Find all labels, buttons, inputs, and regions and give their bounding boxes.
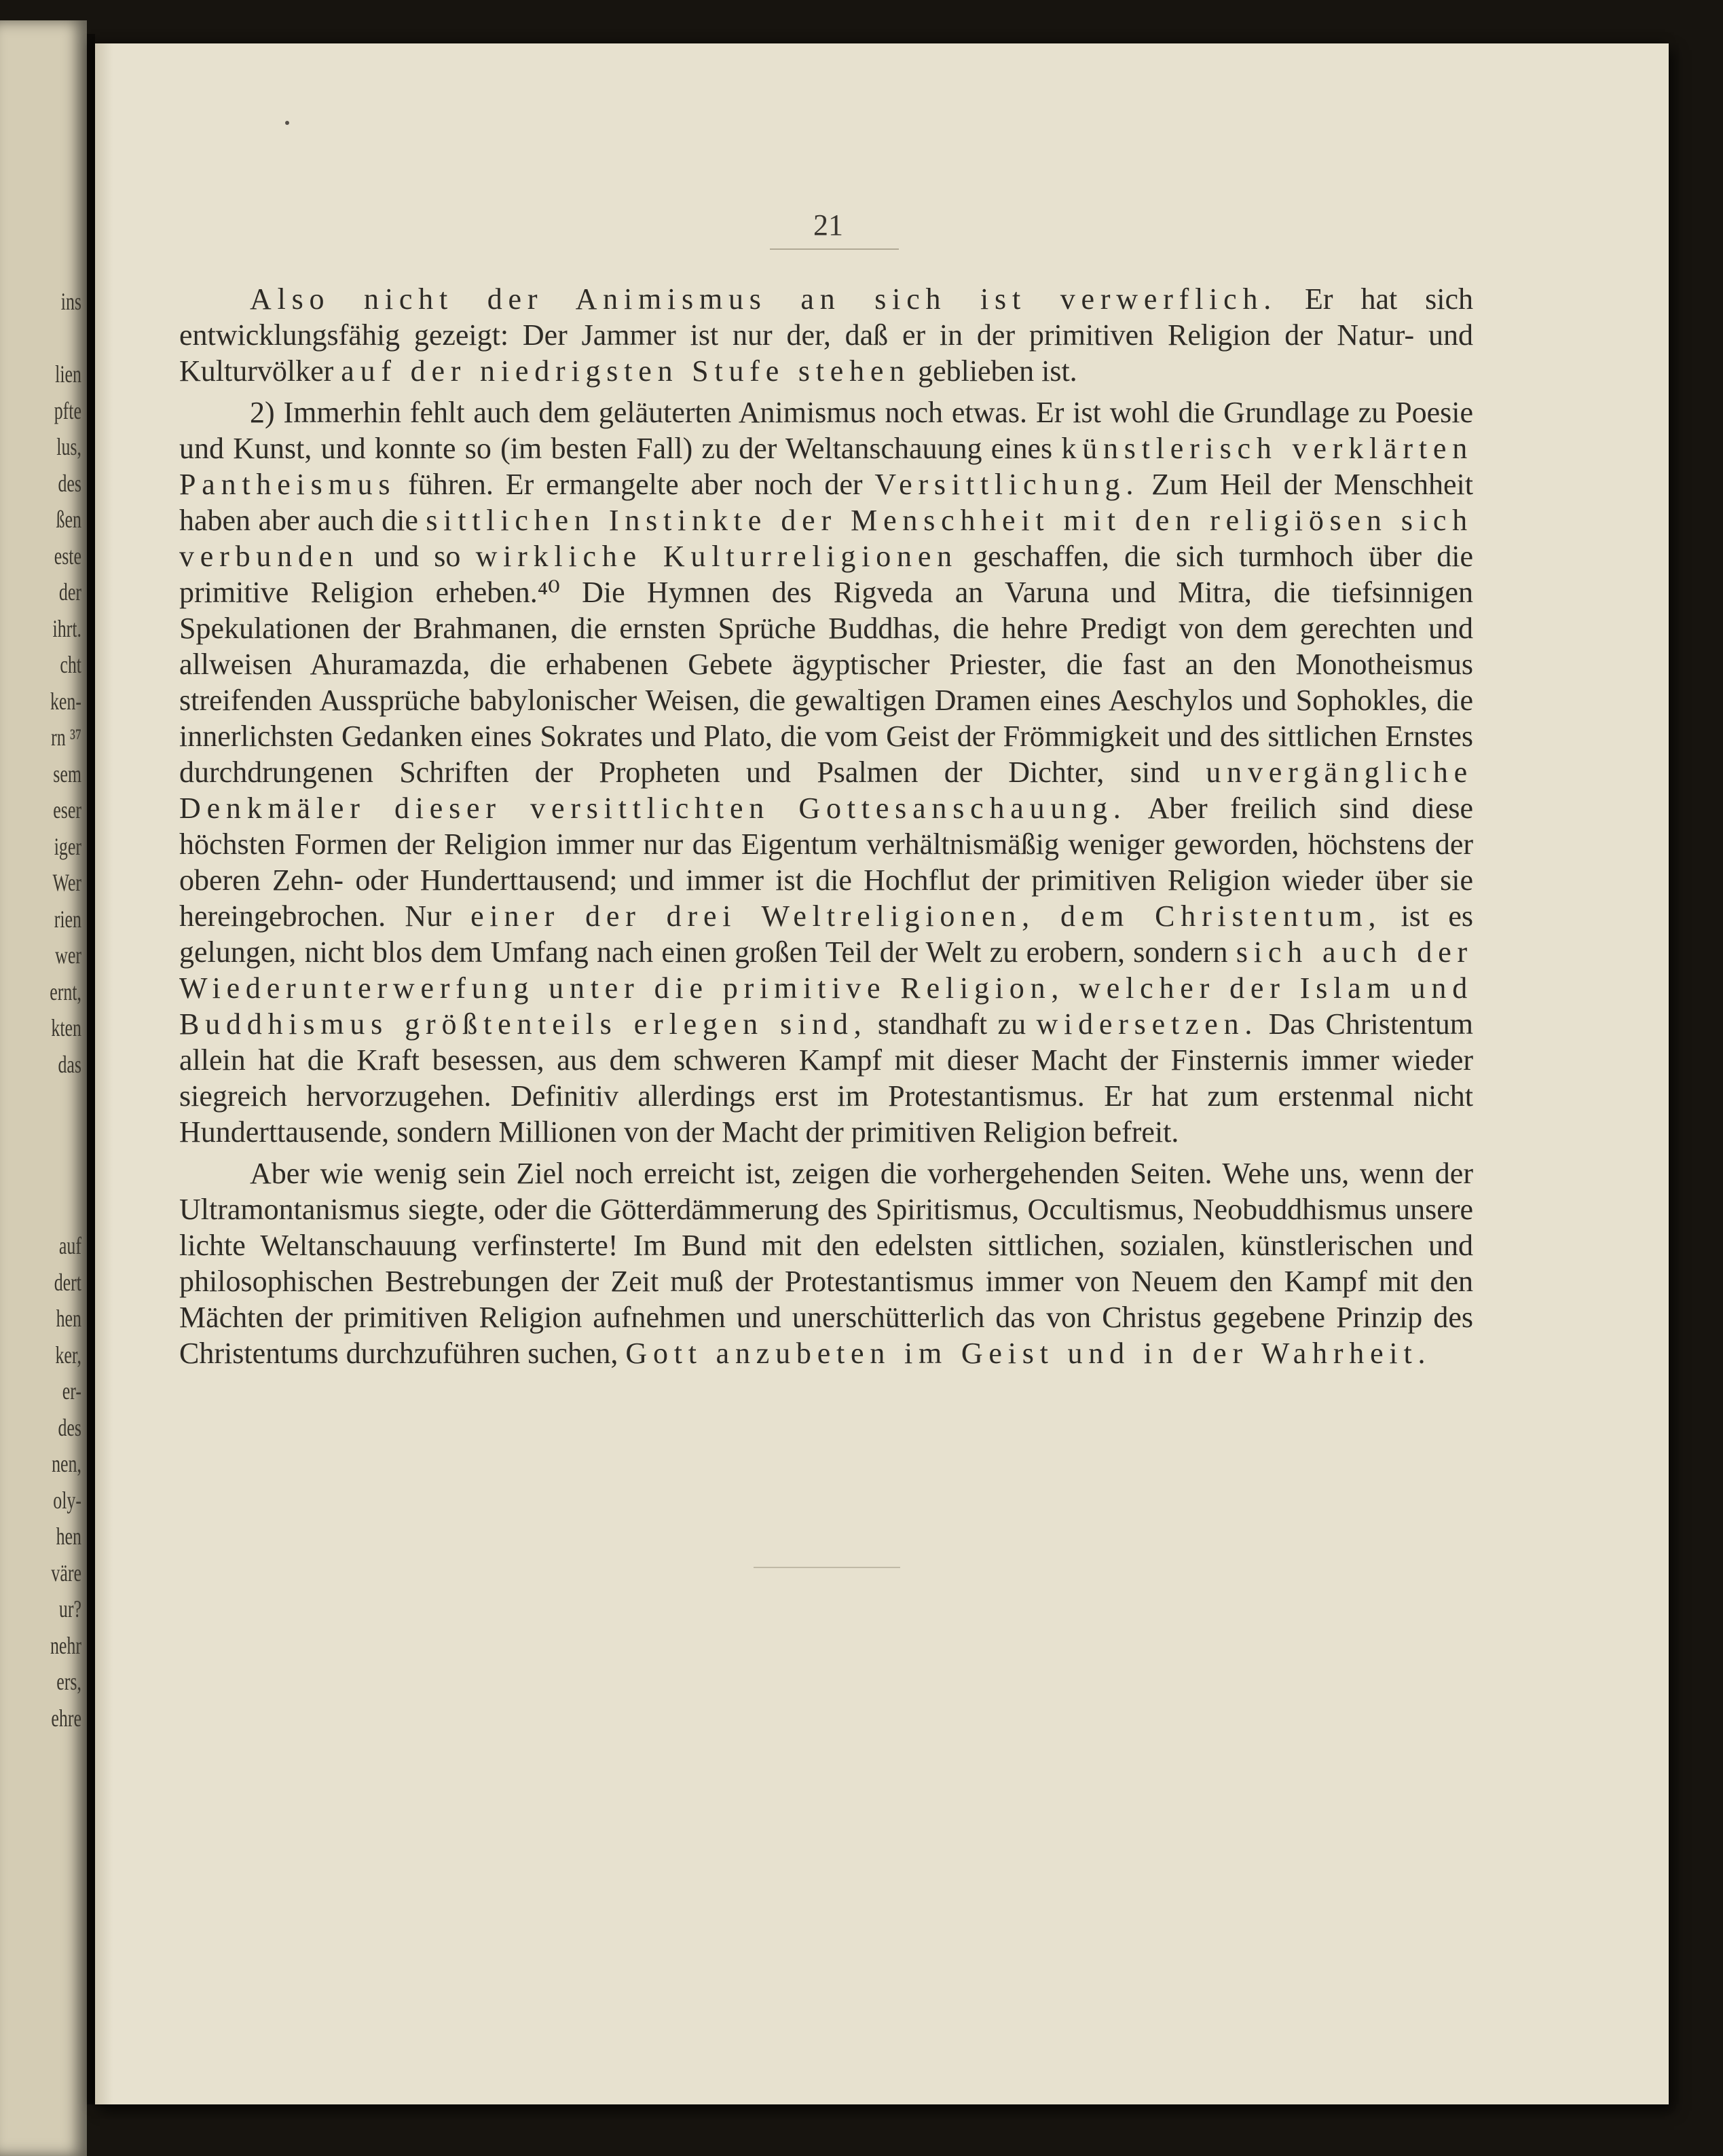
margin-fragment: wer bbox=[55, 942, 81, 969]
facing-page-margin-text bbox=[23, 284, 81, 1736]
margin-fragment: eser bbox=[53, 796, 81, 823]
emphasized-spaced-text: Gott anzubeten im Geist und in der Wahrheit. bbox=[625, 1337, 1432, 1370]
text-run: 2) Immerhin fehlt auch dem geläuterten Animismus noch etwas. Er ist wohl die Grundlage zu Poesie und Kunst, und konnte so (im besten Fall) zu der Weltanschauung eines bbox=[179, 396, 1473, 465]
emphasized-spaced-text: auf der niedrigsten Stufe stehen bbox=[341, 354, 911, 388]
text-run: Aber wie wenig sein Ziel noch erreicht ist, zeigen die vorhergehenden Seiten. Wehe uns, wenn der Ultramontanismus siegte, oder die Götterdämmerung des Spiritismus, Occultismus, Neobuddhismus unsere lichte Weltanschauung verfinsterte! Im Bund mit den edelsten sittlichen, sozialen, künstlerischen und philosophischen Bestrebungen der Zeit muß der Protestantismus immer von Neuem den Kampf mit den Mächten der primitiven Religion aufnehmen und unerschütterlich das von Christus gegebene Prinzip des Christentums durchzuführen suchen, bbox=[179, 1157, 1473, 1370]
margin-fragment: das bbox=[58, 1050, 81, 1078]
page-edge-shadow bbox=[95, 43, 113, 2104]
margin-fragment: rn ³⁷ bbox=[51, 724, 81, 751]
emphasized-spaced-text: Also nicht der Animismus an sich ist verwerflich. bbox=[250, 282, 1278, 316]
paragraph bbox=[179, 394, 1473, 1150]
text-run: Zum Heil der Menschheit haben aber auch die bbox=[179, 468, 1473, 537]
margin-fragment: ehre bbox=[51, 1704, 81, 1732]
margin-fragment: lus, bbox=[56, 433, 81, 460]
margin-fragment: väre bbox=[51, 1559, 81, 1586]
margin-fragment: des bbox=[58, 469, 81, 497]
header-rule bbox=[770, 248, 899, 250]
margin-fragment: Wer bbox=[52, 869, 81, 896]
margin-fragment: er- bbox=[62, 1377, 81, 1405]
text-run: führen. Er ermangelte aber noch der bbox=[396, 468, 875, 501]
margin-fragment: ken- bbox=[50, 687, 81, 715]
emphasized-spaced-text: sich auch der Wiederunterwerfung unter die primitive Religion, welcher der Islam und Buddhismus größtenteils erlegen sind, bbox=[179, 935, 1473, 1041]
margin-fragment: iger bbox=[54, 832, 81, 860]
emphasized-spaced-text: unvergängliche Denkmäler dieser versittlichten Gottesanschauung. bbox=[179, 756, 1473, 825]
margin-fragment: dert bbox=[54, 1268, 81, 1296]
emphasized-spaced-text: künstlerisch verklärten Pantheismus bbox=[179, 432, 1473, 501]
margin-fragment: auf bbox=[58, 1232, 81, 1259]
margin-fragment: rien bbox=[54, 905, 81, 933]
margin-fragment: kten bbox=[51, 1014, 81, 1041]
margin-fragment: ers, bbox=[56, 1668, 81, 1695]
margin-fragment: nehr bbox=[50, 1631, 81, 1659]
margin-fragment: nen, bbox=[52, 1450, 81, 1477]
margin-fragment: pfte bbox=[54, 396, 81, 424]
margin-fragment: este bbox=[54, 542, 81, 570]
margin-fragment: sem bbox=[53, 760, 81, 787]
ink-speck bbox=[285, 121, 289, 125]
page-number: 21 bbox=[813, 208, 843, 242]
book-gutter bbox=[87, 34, 95, 2104]
emphasized-spaced-text: Versittlichung. bbox=[874, 468, 1140, 501]
paragraph bbox=[179, 281, 1473, 389]
text-run: ist es gelungen, nicht blos dem Umfang nach einen großen Teil der Welt zu erobern, sondern bbox=[179, 899, 1473, 969]
text-run: Er hat sich entwicklungsfähig gezeigt: Der Jammer ist nur der, daß er in der primitiven Religion der Natur- und Kulturvölker bbox=[179, 282, 1473, 388]
margin-fragment: hen bbox=[56, 1305, 81, 1332]
margin-fragment: ur? bbox=[58, 1595, 81, 1622]
margin-fragment: der bbox=[58, 578, 81, 606]
margin-fragment: ihrt. bbox=[52, 614, 81, 642]
paragraph bbox=[179, 1155, 1473, 1371]
emphasized-spaced-text: widersetzen. bbox=[1036, 1007, 1259, 1041]
margin-gap bbox=[23, 1083, 81, 1228]
margin-fragment: des bbox=[58, 1413, 81, 1441]
emphasized-spaced-text: wirkliche Kulturreligionen bbox=[475, 540, 958, 573]
margin-fragment: ernt, bbox=[50, 978, 81, 1005]
text-run: geblieben ist. bbox=[910, 354, 1077, 388]
emphasized-spaced-text: einer der drei Weltreligionen, dem Christentum, bbox=[470, 899, 1382, 933]
margin-fragment: ßen bbox=[56, 506, 81, 533]
text-run: geschaffen, die sich turmhoch über die primitive Religion erheben.⁴⁰ Die Hymnen des Rigveda an Varuna und Mitra, die tiefsinnigen Spekulationen der Brahmanen, die ernsten Sprüche Buddhas, die hehre Predigt von dem gerechten und allweisen Ahuramazda, die erhabenen Gebete ägyptischer Priester, die fast an den Monotheismus streifenden Aussprüche babylonischer Weisen, die gewaltigen Dramen eines Aeschylos und Sophokles, die innerlichsten Gedanken eines Sokrates und Plato, die vom Geist der Frömmigkeit und des sittlichen Ernstes durchdrungenen Schriften der Propheten und Psalmen der Dichter, sind bbox=[179, 540, 1473, 789]
margin-fragment: ins bbox=[60, 288, 81, 315]
text-run: und so bbox=[358, 540, 476, 573]
margin-fragment: lien bbox=[55, 360, 81, 388]
text-run: Das Christentum allein hat die Kraft besessen, aus dem schweren Kampf mit dieser Macht der Finsternis immer wieder siegreich hervorzugehen. Definitiv allerdings erst im Protestantismus. Er hat zum erstenmal nicht Hunderttausende, sondern Millionen von der Macht der primitiven Religion befreit. bbox=[179, 1007, 1474, 1149]
margin-fragment: oly- bbox=[53, 1486, 81, 1514]
margin-fragment: cht bbox=[60, 651, 81, 678]
text-run: Aber freilich sind diese höchsten Formen der Religion immer nur das Eigentum verhältnismäßig weniger geworden, höchstens der oberen Zehn- oder Hunderttausend; und immer ist die Hochflut der primitiven Religion wieder über sie hereingebrochen. Nur bbox=[179, 792, 1473, 933]
margin-fragment: ker, bbox=[55, 1341, 81, 1369]
margin-fragment: hen bbox=[56, 1523, 81, 1550]
facing-page bbox=[0, 20, 87, 2156]
end-rule bbox=[754, 1567, 900, 1568]
text-run: standhaft zu bbox=[867, 1007, 1037, 1041]
margin-fragment bbox=[23, 320, 81, 357]
emphasized-spaced-text: sittlichen Instinkte der Menschheit mit den religiösen sich verbunden bbox=[179, 504, 1473, 573]
main-text-block bbox=[179, 281, 1473, 1377]
